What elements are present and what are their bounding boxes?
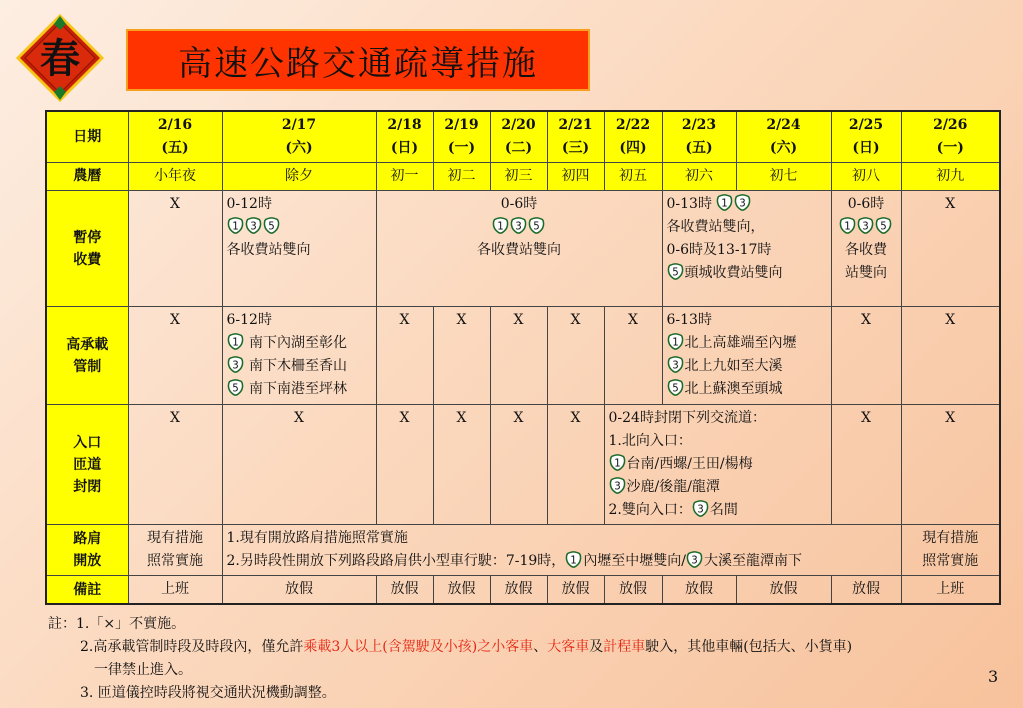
freeway-1-icon — [565, 551, 582, 568]
footnotes — [48, 613, 852, 705]
remark-cell: 放假 — [547, 576, 604, 605]
svg-text:1: 1 — [497, 221, 504, 233]
date-cell: 2/18 (日) — [376, 111, 433, 163]
remark-cell: 上班 — [128, 576, 222, 605]
freeway-1-icon — [492, 217, 509, 234]
svg-text:5: 5 — [533, 221, 540, 233]
shoulder-header: 路肩 開放 — [46, 525, 128, 576]
svg-text:3: 3 — [515, 221, 522, 233]
freeway-5-icon — [667, 379, 684, 396]
shoulder-cell-216: 現有措施 照常實施 — [128, 525, 222, 576]
remark-cell: 放假 — [604, 576, 662, 605]
date-cell: 2/25 (日) — [831, 111, 901, 163]
freeway-3-icon — [692, 500, 709, 517]
freeway-3-icon — [857, 217, 874, 234]
hov-cell-225: X — [831, 307, 901, 405]
freeway-3-icon — [227, 356, 244, 373]
svg-text:5: 5 — [671, 383, 679, 395]
freeway-5-icon — [263, 217, 280, 234]
hov-cell-217: 6-12時 1 南下內湖至彰化 3 南下木柵至香山 5 南下南港至坪林 — [222, 307, 376, 405]
remark-cell: 放假 — [490, 576, 547, 605]
shoulder-cell-217-225: 1.現有開放路肩措施照常實施 2.另時段性開放下列路段路肩供小型車行駛：7-19時， 1 內壢至中壢雙向/ 3 大溪至龍潭南下 — [222, 525, 901, 576]
remark-cell: 上班 — [901, 576, 1000, 605]
date-cell: 2/20 (二) — [490, 111, 547, 163]
ramp-cell-219: X — [433, 405, 490, 525]
freeway-3-icon — [510, 217, 527, 234]
shoulder-cell-226: 現有措施 照常實施 — [901, 525, 1000, 576]
toll-cell-223-224: 0-13時 1 3 各收費站雙向， 0-6時及13-17時 5 頭城收費站雙向 — [662, 191, 831, 307]
note-2: 2.高承載管制時段及時段內，僅允許乘載3人以上(含駕駛及小孩)之小客車、大客車及計程車駛入，其他車輛(包括大、小貨車) — [80, 639, 853, 655]
freeway-1-icon — [667, 333, 684, 350]
hov-cell-221: X — [547, 307, 604, 405]
ramp-cell-222-224: 0-24時封閉下列交流道： 1.北向入口： 1 台南/西螺/王田/楊梅 3 沙鹿/後龍/龍潭 2.雙向入口： 3 名間 — [604, 405, 831, 525]
svg-text:5: 5 — [880, 221, 887, 233]
svg-text:5: 5 — [231, 383, 239, 395]
freeway-1-icon — [227, 333, 244, 350]
page-title: 高速公路交通疏導措施 — [178, 43, 538, 84]
freeway-3-icon — [245, 217, 262, 234]
svg-text:5: 5 — [267, 221, 275, 233]
ramp-cell-220: X — [490, 405, 547, 525]
hov-cell-218: X — [376, 307, 433, 405]
date-cell: 2/24 (六) — [736, 111, 831, 163]
date-row — [46, 111, 1000, 163]
remark-cell: 放假 — [662, 576, 736, 605]
freeway-5-icon — [875, 217, 892, 234]
date-cell: 2/19 (一) — [433, 111, 490, 163]
ramp-cell-216: X — [128, 405, 222, 525]
lunar-cell: 初七 — [736, 163, 831, 191]
ramp-cell-221: X — [547, 405, 604, 525]
freeway-3-icon — [667, 356, 684, 373]
toll-cell-226: X — [901, 191, 1000, 307]
logo-character: 春 — [40, 36, 80, 82]
freeway-1-icon — [839, 217, 856, 234]
hov-row — [46, 307, 1000, 405]
svg-text:1: 1 — [570, 555, 578, 567]
svg-text:3: 3 — [739, 198, 747, 210]
hov-cell-223-224: 6-13時 1 北上高雄端至內壢 3 北上九如至大溪 5 北上蘇澳至頭城 — [662, 307, 831, 405]
svg-text:3: 3 — [691, 555, 698, 567]
svg-text:1: 1 — [671, 337, 679, 349]
page-number: 3 — [988, 667, 999, 686]
lunar-header: 農曆 — [46, 163, 128, 191]
freeway-5-icon — [528, 217, 545, 234]
toll-header: 暫停 收費 — [46, 191, 128, 307]
ramp-cell-218: X — [376, 405, 433, 525]
freeway-3-icon — [686, 551, 703, 568]
remarks-header: 備註 — [46, 576, 128, 605]
shoulder-row — [46, 525, 1000, 576]
freeway-1-icon — [716, 194, 733, 211]
toll-cell-216: X — [128, 191, 222, 307]
remark-cell: 放假 — [736, 576, 831, 605]
remarks-row — [46, 576, 1000, 605]
toll-cell-225: 0-6時 1 3 5 各收費 站雙向 — [831, 191, 901, 307]
traffic-measures-table — [45, 110, 1001, 605]
svg-text:1: 1 — [231, 221, 239, 233]
hov-cell-219: X — [433, 307, 490, 405]
lunar-cell: 初五 — [604, 163, 662, 191]
hov-cell-226: X — [901, 307, 1000, 405]
date-cell: 2/23 (五) — [662, 111, 736, 163]
spring-fortune-diamond-icon — [16, 14, 104, 102]
svg-text:3: 3 — [862, 221, 869, 233]
remark-cell: 放假 — [376, 576, 433, 605]
toll-cell-217: 0-12時 1 3 5 各收費站雙向 — [222, 191, 376, 307]
svg-text:3: 3 — [671, 360, 679, 372]
freeway-5-icon — [667, 263, 684, 280]
freeway-3-icon — [609, 477, 626, 494]
hov-cell-216: X — [128, 307, 222, 405]
svg-text:1: 1 — [844, 221, 851, 233]
title-banner — [126, 29, 590, 91]
svg-text:3: 3 — [249, 221, 257, 233]
ramp-row — [46, 405, 1000, 525]
date-cell: 2/22 (四) — [604, 111, 662, 163]
toll-row — [46, 191, 1000, 307]
date-cell: 2/21 (三) — [547, 111, 604, 163]
lunar-row — [46, 163, 1000, 191]
hov-header: 高承載 管制 — [46, 307, 128, 405]
remark-cell: 放假 — [831, 576, 901, 605]
ramp-cell-217: X — [222, 405, 376, 525]
date-cell: 2/17 (六) — [222, 111, 376, 163]
date-cell: 2/16 (五) — [128, 111, 222, 163]
lunar-cell: 初六 — [662, 163, 736, 191]
svg-text:3: 3 — [613, 481, 621, 493]
toll-cell-218-222: 0-6時 1 3 5 各收費站雙向 — [376, 191, 662, 307]
freeway-3-icon — [734, 194, 751, 211]
freeway-1-icon — [609, 454, 626, 471]
lunar-cell: 小年夜 — [128, 163, 222, 191]
svg-text:3: 3 — [697, 504, 704, 516]
svg-text:1: 1 — [721, 198, 729, 210]
lunar-cell: 初二 — [433, 163, 490, 191]
note-1: 註：1.「×」不實施。 — [48, 616, 186, 632]
ramp-cell-226: X — [901, 405, 1000, 525]
lunar-cell: 初四 — [547, 163, 604, 191]
lunar-cell: 初一 — [376, 163, 433, 191]
hov-cell-222: X — [604, 307, 662, 405]
hov-cell-220: X — [490, 307, 547, 405]
svg-text:1: 1 — [231, 337, 239, 349]
remark-cell: 放假 — [222, 576, 376, 605]
note-3: 3. 匝道儀控時段將視交通狀況機動調整。 — [80, 685, 336, 701]
date-header: 日期 — [46, 111, 128, 163]
ramp-cell-225: X — [831, 405, 901, 525]
date-cell: 2/26 (一) — [901, 111, 1000, 163]
freeway-1-icon — [227, 217, 244, 234]
freeway-5-icon — [227, 379, 244, 396]
svg-text:5: 5 — [671, 267, 679, 279]
ramp-header: 入口 匝道 封閉 — [46, 405, 128, 525]
lunar-cell: 除夕 — [222, 163, 376, 191]
lunar-cell: 初九 — [901, 163, 1000, 191]
remark-cell: 放假 — [433, 576, 490, 605]
spring-fortune-logo — [16, 14, 104, 102]
svg-text:1: 1 — [613, 458, 621, 470]
svg-text:3: 3 — [231, 360, 239, 372]
lunar-cell: 初三 — [490, 163, 547, 191]
note-2-cont: 一律禁止進入。 — [94, 662, 192, 678]
lunar-cell: 初八 — [831, 163, 901, 191]
